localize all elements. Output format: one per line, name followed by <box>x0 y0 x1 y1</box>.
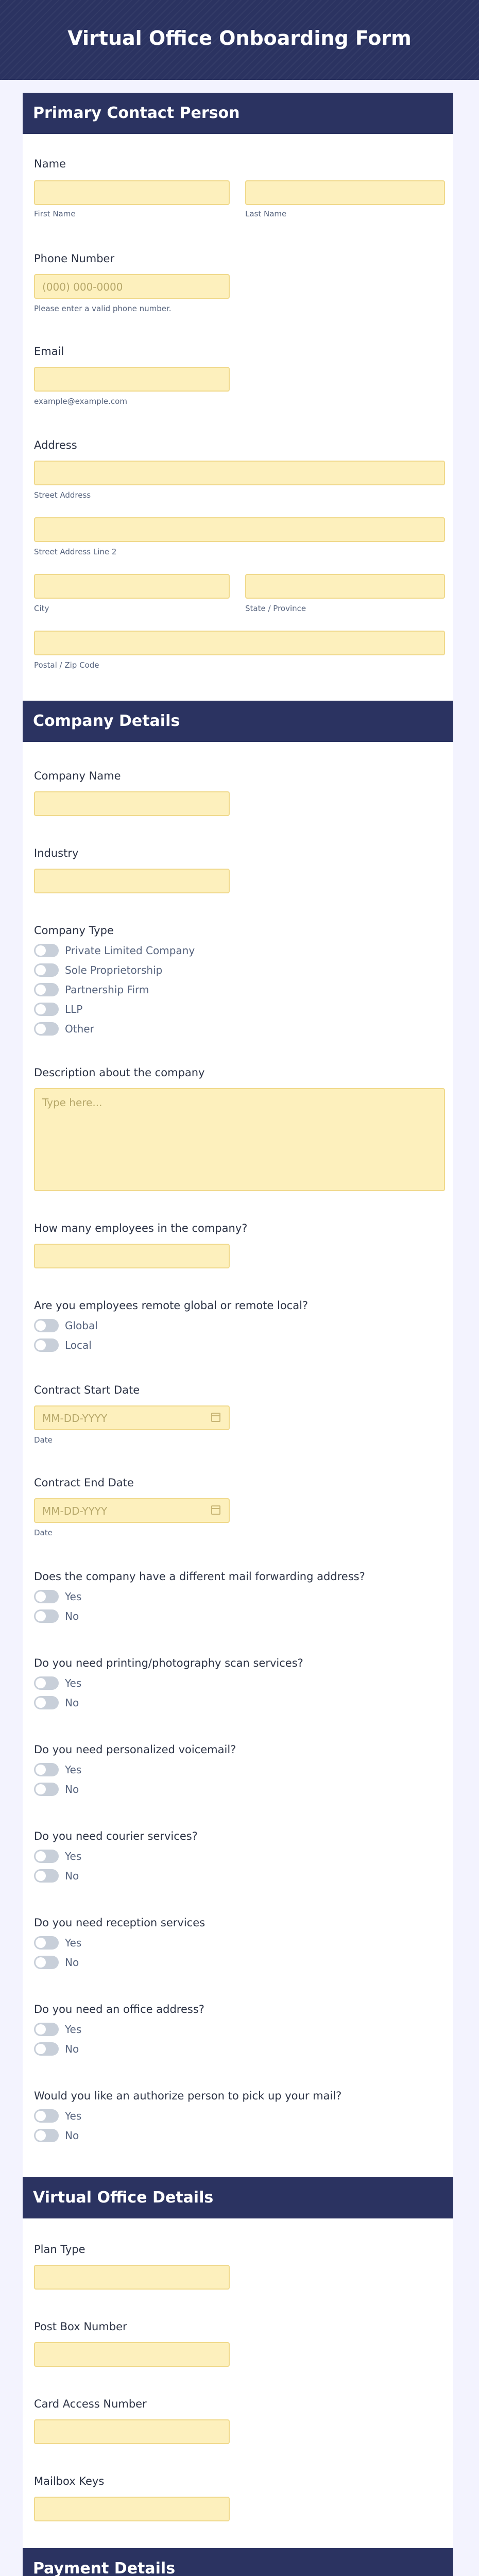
pickup-label: Would you like an authorize person to pick up your mail? <box>34 2090 342 2102</box>
description-textarea[interactable]: Type here... <box>34 1088 445 1191</box>
company-type-label: Company Type <box>34 924 114 937</box>
company-name-label: Company Name <box>34 770 121 782</box>
option-label: No <box>65 1956 79 1969</box>
plan-type-label: Plan Type <box>34 2243 85 2256</box>
employees-input[interactable] <box>34 1244 230 1268</box>
zip-input[interactable] <box>34 631 445 655</box>
remote-label: Are you employees remote global or remote local? <box>34 1299 309 1312</box>
mailbox-keys-input[interactable] <box>34 2497 230 2521</box>
last-name-sublabel: Last Name <box>245 209 287 218</box>
option-label: LLP <box>65 1003 83 1015</box>
option-label: Yes <box>65 2110 82 2122</box>
option-label: Yes <box>65 1590 82 1603</box>
option-label: Sole Proprietorship <box>65 964 163 976</box>
zip-sublabel: Postal / Zip Code <box>34 660 99 670</box>
email-sublabel: example@example.com <box>34 397 127 406</box>
toggle-switch[interactable] <box>34 1319 59 1332</box>
toggle-switch[interactable] <box>34 1696 59 1709</box>
start-date-input[interactable]: MM-DD-YYYY <box>34 1405 230 1430</box>
option-label: Other <box>65 1023 94 1035</box>
option-label: Yes <box>65 1937 82 1949</box>
first-name-sublabel: First Name <box>34 209 76 218</box>
company-card <box>23 742 453 2179</box>
start-date-label: Contract Start Date <box>34 1384 140 1396</box>
option-label: No <box>65 2129 79 2142</box>
toggle-switch[interactable] <box>34 2042 59 2056</box>
option-label: Yes <box>65 1850 82 1862</box>
option-label: Partnership Firm <box>65 984 149 996</box>
office-address-label: Do you need an office address? <box>34 2003 204 2015</box>
email-label: Email <box>34 345 64 358</box>
section-header-virtual: Virtual Office Details <box>23 2177 453 2218</box>
street1-input[interactable] <box>34 461 445 485</box>
toggle-switch[interactable] <box>34 1936 59 1950</box>
toggle-switch[interactable] <box>34 1003 59 1016</box>
mailbox-keys-label: Mailbox Keys <box>34 2475 105 2487</box>
street2-sublabel: Street Address Line 2 <box>34 547 117 556</box>
plan-type-input[interactable] <box>34 2265 230 2290</box>
end-date-sublabel: Date <box>34 1528 53 1537</box>
option-label: Local <box>65 1339 92 1351</box>
state-input[interactable] <box>245 574 445 599</box>
email-input[interactable] <box>34 367 230 392</box>
city-input[interactable] <box>34 574 230 599</box>
toggle-switch[interactable] <box>34 1956 59 1969</box>
description-label: Description about the company <box>34 1066 205 1079</box>
last-name-input[interactable] <box>245 180 445 205</box>
address-label: Address <box>34 439 77 451</box>
toggle-switch[interactable] <box>34 1783 59 1796</box>
form-title: Virtual Office Onboarding Form <box>67 27 412 49</box>
card-access-label: Card Access Number <box>34 2398 147 2410</box>
option-label: Global <box>65 1319 98 1332</box>
phone-sublabel: Please enter a valid phone number. <box>34 304 172 313</box>
state-sublabel: State / Province <box>245 604 306 613</box>
street2-input[interactable] <box>34 517 445 542</box>
post-box-label: Post Box Number <box>34 2320 127 2333</box>
toggle-switch[interactable] <box>34 963 59 977</box>
phone-input[interactable]: (000) 000-0000 <box>34 274 230 299</box>
toggle-switch[interactable] <box>34 1022 59 1036</box>
section-header-company: Company Details <box>23 701 453 742</box>
toggle-switch[interactable] <box>34 2023 59 2036</box>
first-name-input[interactable] <box>34 180 230 205</box>
option-label: Yes <box>65 2023 82 2036</box>
end-date-input[interactable]: MM-DD-YYYY <box>34 1498 230 1523</box>
reception-label: Do you need reception services <box>34 1917 206 1929</box>
toggle-switch[interactable] <box>34 1763 59 1776</box>
option-label: Yes <box>65 1764 82 1776</box>
section-header-contact: Primary Contact Person <box>23 93 453 134</box>
city-sublabel: City <box>34 604 49 613</box>
industry-input[interactable] <box>34 869 230 893</box>
voicemail-label: Do you need personalized voicemail? <box>34 1743 236 1756</box>
phone-label: Phone Number <box>34 252 115 265</box>
end-date-label: Contract End Date <box>34 1477 134 1489</box>
toggle-switch[interactable] <box>34 983 59 996</box>
start-date-sublabel: Date <box>34 1435 53 1445</box>
toggle-switch[interactable] <box>34 1869 59 1883</box>
toggle-switch[interactable] <box>34 1676 59 1690</box>
mail-forwarding-label: Does the company have a different mail forwarding address? <box>34 1570 365 1583</box>
option-label: No <box>65 1610 79 1622</box>
toggle-switch[interactable] <box>34 2129 59 2142</box>
toggle-switch[interactable] <box>34 1609 59 1623</box>
printing-label: Do you need printing/photography scan services? <box>34 1657 303 1669</box>
option-label: No <box>65 1870 79 1882</box>
option-label: Private Limited Company <box>65 944 195 957</box>
street1-sublabel: Street Address <box>34 490 91 500</box>
toggle-switch[interactable] <box>34 944 59 957</box>
toggle-switch[interactable] <box>34 1590 59 1603</box>
courier-label: Do you need courier services? <box>34 1830 198 1842</box>
option-label: No <box>65 2043 79 2055</box>
option-label: Yes <box>65 1677 82 1689</box>
name-label: Name <box>34 158 66 170</box>
section-header-payment: Payment Details <box>23 2548 453 2576</box>
employees-label: How many employees in the company? <box>34 1222 248 1234</box>
calendar-icon[interactable] <box>211 1505 220 1515</box>
toggle-switch[interactable] <box>34 2109 59 2123</box>
card-access-input[interactable] <box>34 2419 230 2444</box>
option-label: No <box>65 1783 79 1795</box>
industry-label: Industry <box>34 847 79 859</box>
post-box-input[interactable] <box>34 2342 230 2367</box>
toggle-switch[interactable] <box>34 1338 59 1352</box>
company-name-input[interactable] <box>34 791 230 816</box>
toggle-switch[interactable] <box>34 1850 59 1863</box>
option-label: No <box>65 1697 79 1709</box>
calendar-icon[interactable] <box>211 1413 220 1422</box>
